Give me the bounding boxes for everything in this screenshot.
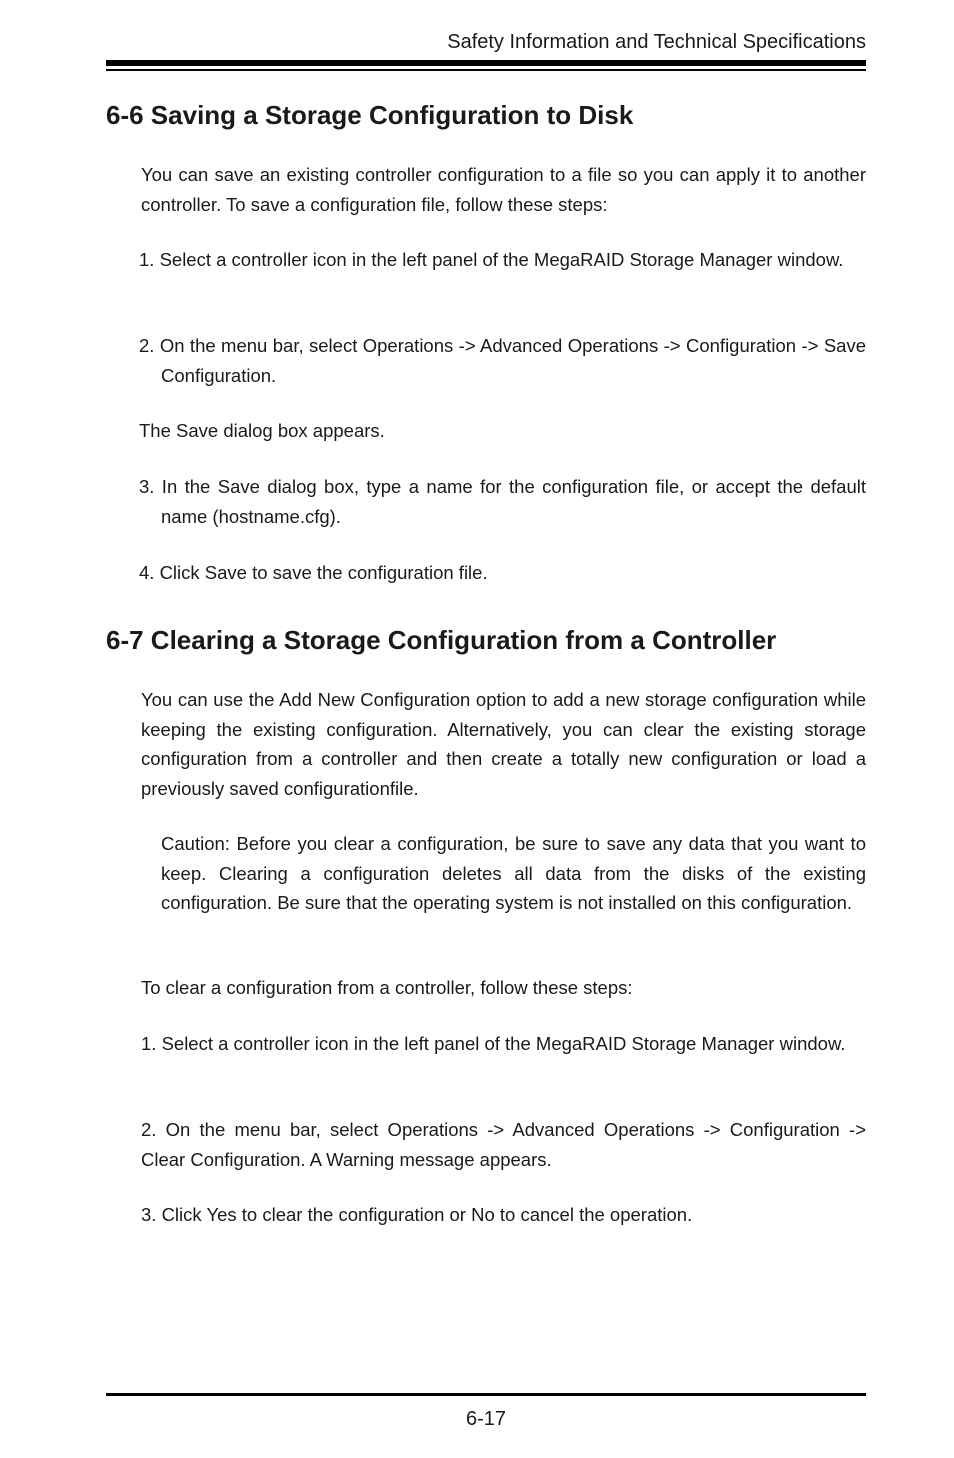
section-6-6-step-4: 4. Click Save to save the configuration file. (139, 562, 488, 583)
section-6-6-note: The Save dialog box appears. (139, 420, 385, 441)
section-6-7-lead: To clear a configuration from a controller, follow these steps: (141, 977, 633, 998)
section-6-6-step-2: 2. On the menu bar, select Operations -> Advanced Operations -> Configuration -> Save Configuration. (139, 335, 866, 386)
section-6-6-step-3: 3. In the Save dialog box, type a name for the configuration file, or accept the default name (hostname.cfg). (139, 476, 866, 527)
section-6-7-step-2: 2. On the menu bar, select Operations -> Advanced Operations -> Configuration -> Clear Configuration. A Warning message appears. (141, 1119, 866, 1170)
section-6-6-step-1: 1. Select a controller icon in the left panel of the MegaRAID Storage Manager window. (139, 249, 844, 270)
caution-note: Caution: Before you clear a configuration, be sure to save any data that you want to keep. Clearing a configuration deletes all data from the disks of the existing configuration. Be sure that the operating system is not installed on this configuration. (161, 833, 866, 913)
header-rule-thick (106, 60, 866, 66)
section-6-6-heading: 6-6 Saving a Storage Configuration to Disk (106, 100, 634, 130)
running-header: Safety Information and Technical Specifications (447, 31, 866, 53)
section-6-7-intro: You can use the Add New Configuration option to add a new storage configuration while keeping the existing configuration. Alternatively, you can clear the existing storage configuration from a controller and then create a totally new configuration or load a previously saved configurationfile. (141, 689, 866, 799)
section-6-7-step-3: 3. Click Yes to clear the configuration or No to cancel the operation. (141, 1204, 693, 1225)
section-6-6-intro: You can save an existing controller configuration to a file so you can apply it to another controller. To save a configuration file, follow these steps: (141, 164, 866, 215)
section-6-7-heading: 6-7 Clearing a Storage Configuration from a Controller (106, 625, 777, 655)
page-number: 6-17 (465, 1408, 507, 1430)
section-6-7-step-1: 1. Select a controller icon in the left panel of the MegaRAID Storage Manager window. (141, 1033, 846, 1054)
header-rule-thin (106, 69, 866, 71)
footer-rule (106, 1393, 866, 1396)
